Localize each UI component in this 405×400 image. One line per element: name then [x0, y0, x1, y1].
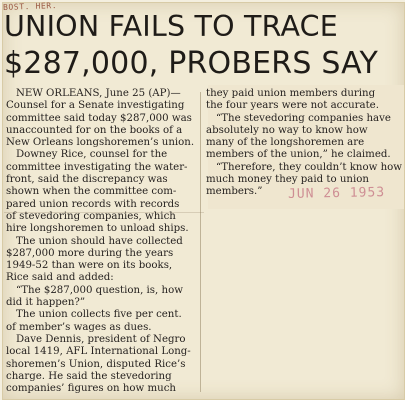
article-line: companies’ figures on how much [6, 383, 176, 395]
article-line: hire longshoremen to unload ships. [6, 223, 189, 235]
article-line: unaccounted for on the books of a [6, 124, 183, 136]
article-line: did it happen?” [6, 297, 86, 309]
headline-line-1: UNION FAILS TO TRACE [4, 10, 338, 43]
article-line: many of the longshoremen are [206, 137, 365, 149]
article-line: absolutely no way to know how [206, 124, 368, 136]
article-line: NEW ORLEANS, June 25 (AP)— [16, 88, 181, 99]
article-line: Counsel for a Senate investigating [6, 100, 185, 112]
article-line: local 1419, AFL International Long- [6, 346, 191, 358]
headline-line-2: $287,000, PROBERS SAY [4, 46, 379, 81]
article-line: 1949-52 than were on its books, [6, 260, 173, 272]
article-line: they paid union members during [206, 88, 376, 99]
source-label: BOST. HER. [2, 1, 58, 12]
article-line: $287,000 more during the years [6, 247, 174, 259]
article-line: charge. He said the stevedoring [6, 370, 172, 382]
article-line: Downey Rice, counsel for the [16, 149, 168, 161]
article-line: shown when the committee com- [6, 186, 177, 198]
article-column-left [6, 88, 202, 395]
article-line: committee said today $287,000 was [6, 112, 192, 124]
article-line: committee investigating the water- [6, 161, 188, 173]
article-line: the four years were not accurate. [206, 100, 379, 112]
article-line: “Therefore, they couldn’t know how [216, 161, 402, 173]
article-column-right [206, 88, 402, 199]
article-line: pared union records with records [6, 198, 180, 210]
article-line: New Orleans longshoremen’s union. [6, 137, 195, 149]
article-line: much money they paid to union [206, 174, 369, 186]
article-line: of member’s wages as dues. [6, 321, 152, 333]
article-line: “The $287,000 question, is, how [16, 284, 183, 296]
article-line: Rice said and added: [6, 272, 114, 284]
article-line: front, said the discrepancy was [6, 174, 168, 186]
article-line: shoremen’s Union, disputed Rice’s [6, 358, 186, 370]
article-line: members of the union,” he claimed. [206, 149, 391, 161]
article-line: “The stevedoring companies have [216, 112, 391, 124]
article-line: The union should have collected [16, 235, 183, 247]
article-line: Dave Dennis, president of Negro [16, 333, 186, 345]
article-line: The union collects five per cent. [16, 309, 182, 321]
article-line: members.” [206, 186, 263, 198]
date-stamp: JUN 26 1953 [287, 185, 386, 202]
article-line: of stevedoring companies, which [6, 210, 176, 222]
